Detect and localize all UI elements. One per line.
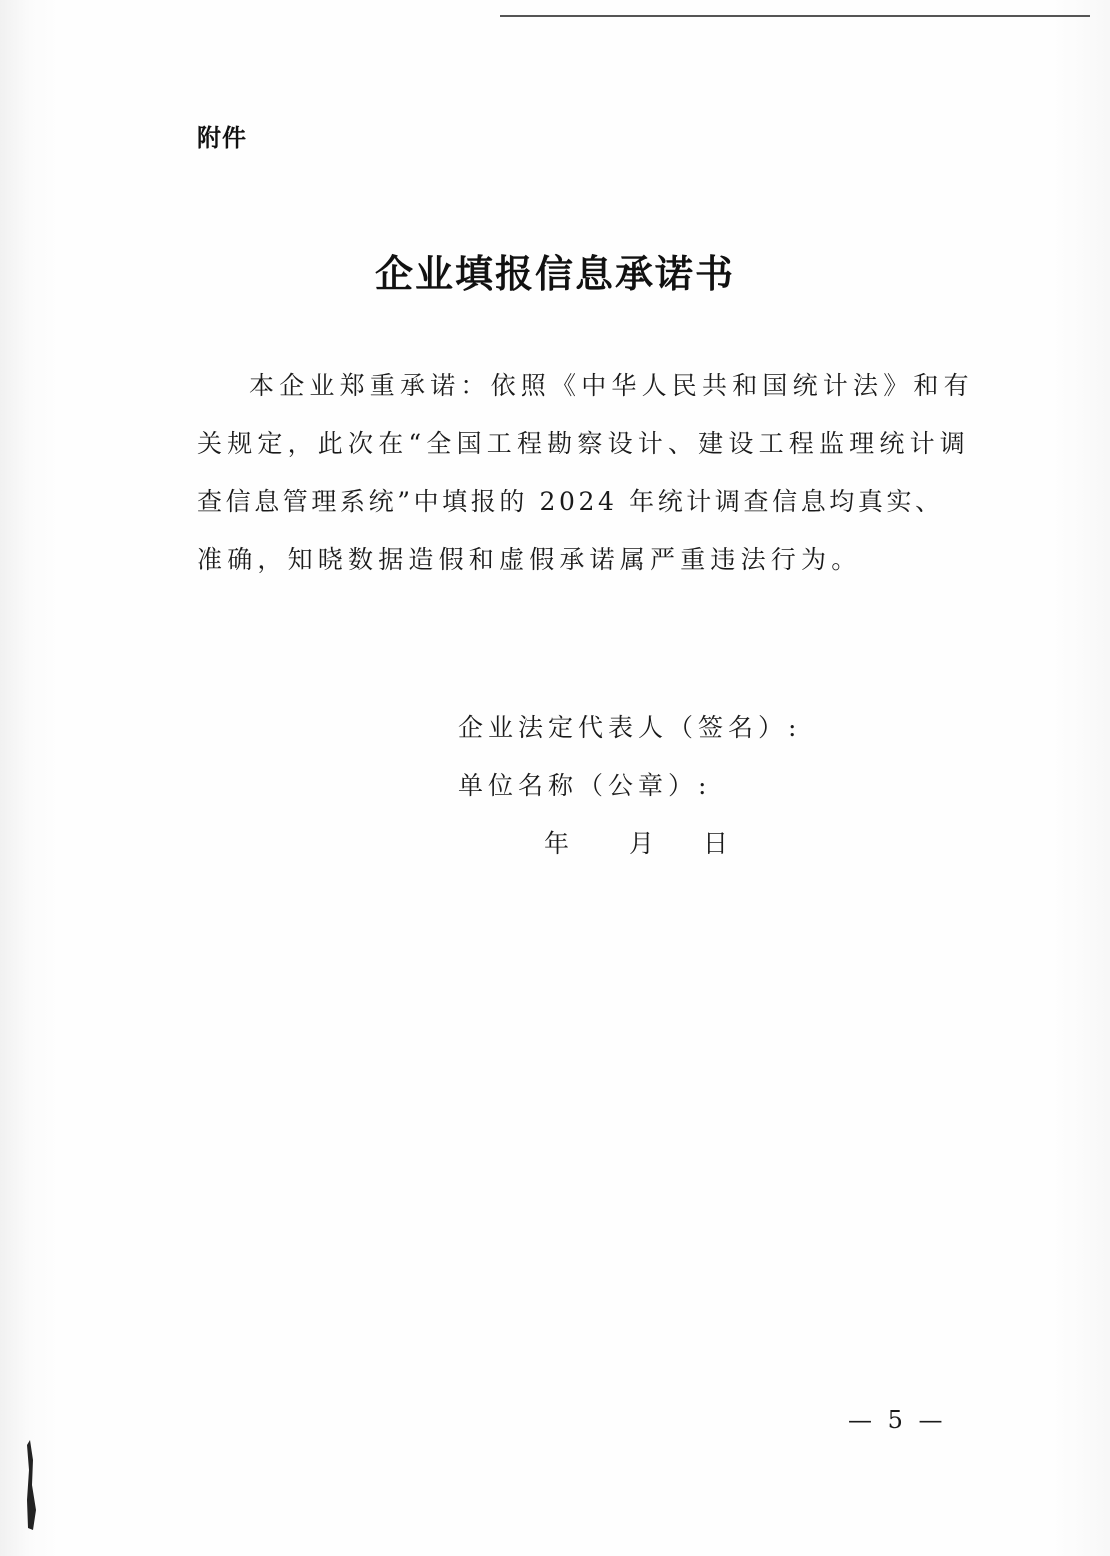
pledge-text-line: 查信息管理系统”中填报的 2024 年统计调查信息均真实、	[197, 487, 944, 516]
date-day-label: 日	[703, 829, 729, 858]
date-month-label: 月	[629, 829, 655, 858]
pledge-text-line: 准确，知晓数据造假和虚假承诺属严重违法行为。	[197, 545, 862, 574]
date-year-label: 年	[544, 829, 570, 858]
page-number: — 5 —	[848, 1406, 947, 1434]
pledge-text-line: 关规定，此次在“全国工程勘察设计、建设工程监理统计调	[197, 429, 970, 458]
binding-hole-mark	[24, 1440, 38, 1530]
document-title: 企业填报信息承诺书	[374, 251, 735, 296]
unit-name-seal-label: 单位名称（公章）:	[458, 771, 712, 800]
top-edge-rule	[500, 15, 1090, 17]
pledge-text-line: 本企业郑重承诺：依照《中华人民共和国统计法》和有	[249, 371, 974, 400]
legal-representative-signature-label: 企业法定代表人（签名）:	[458, 713, 802, 742]
attachment-label: 附件	[197, 124, 247, 152]
